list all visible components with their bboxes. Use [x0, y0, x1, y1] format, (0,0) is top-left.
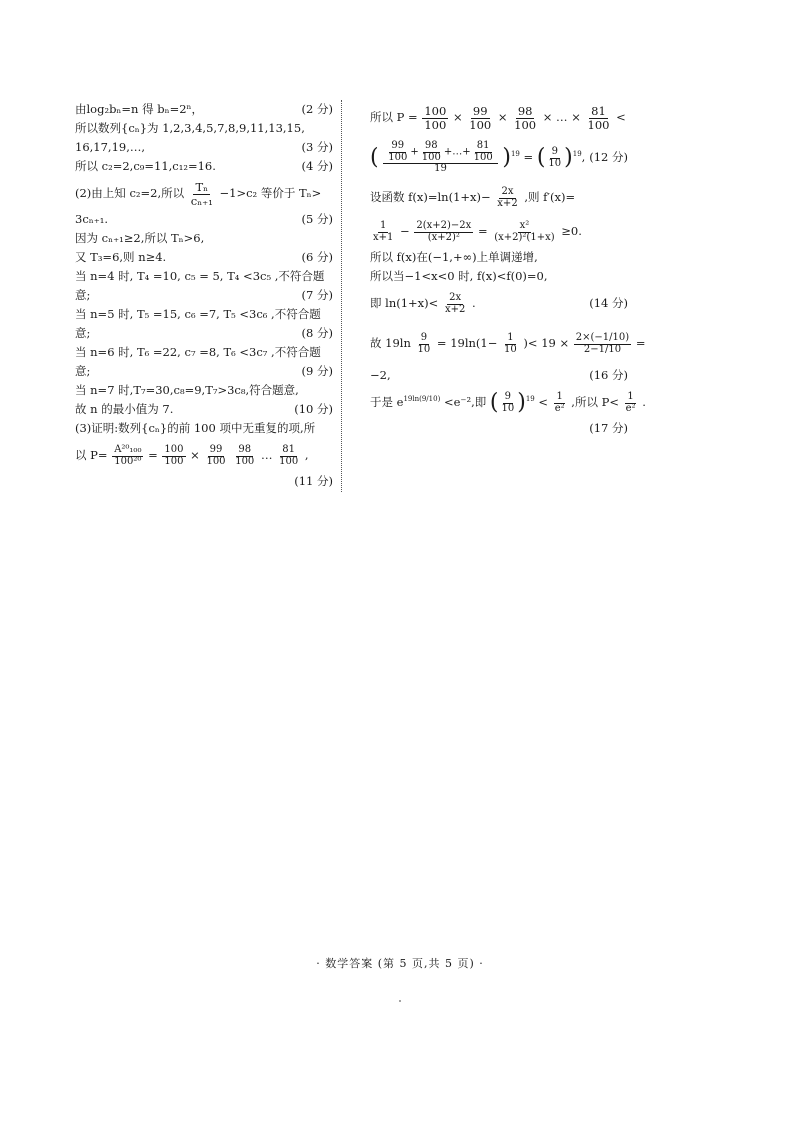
- line-3: [75, 138, 333, 157]
- text: = 19ln(1−: [436, 336, 498, 350]
- numerator: 81: [282, 444, 296, 455]
- line-13: [75, 343, 333, 362]
- text: =: [635, 336, 646, 350]
- text: 所以数列{cₙ}为 1,2,3,4,5,7,8,9,11,13,15,: [75, 121, 305, 135]
- right-paren: ): [517, 390, 526, 415]
- text: ,则 f′(x)=: [524, 190, 576, 204]
- score-label: (10 分): [294, 402, 333, 416]
- text: −1>c₂ 等价于 Tₙ>: [219, 186, 322, 200]
- denominator: 19: [434, 163, 447, 175]
- text: 设函数 f(x)=ln(1+x)−: [370, 190, 491, 204]
- fraction: [500, 392, 517, 414]
- fraction: [624, 392, 638, 414]
- fraction: [443, 293, 467, 315]
- fraction: [492, 221, 556, 243]
- text: 以 P=: [75, 448, 108, 462]
- column-divider: [341, 100, 342, 492]
- text: ,: [304, 448, 309, 462]
- denominator: (x+2)²(1+x): [494, 231, 555, 243]
- right-column: [370, 100, 646, 438]
- fraction: [189, 181, 215, 206]
- denominator: (x+2)²: [427, 231, 460, 243]
- line-r9: [370, 366, 628, 385]
- text: 所以当−1<x<0 时, f(x)<f(0)=0,: [370, 269, 548, 283]
- denominator: x+2: [444, 303, 466, 315]
- numerator: 100: [424, 104, 447, 119]
- denominator: 100: [388, 151, 408, 163]
- text: 当 n=7 时,T₇=30,c₈=9,T₇>3c₈,符合题意,: [75, 383, 299, 397]
- line-r3: [370, 180, 628, 214]
- text: × … ×: [542, 110, 581, 124]
- less-than-sign: <: [616, 110, 626, 124]
- line-4: [75, 157, 333, 176]
- exponent: 19: [510, 150, 520, 159]
- line-r5: [370, 248, 628, 267]
- fraction-outer: [383, 141, 497, 175]
- numerator: 99: [472, 104, 488, 119]
- page-footer: · 数学答案 (第 5 页,共 5 页) ·: [316, 957, 484, 970]
- text: )< 19 ×: [523, 336, 570, 350]
- text: 当 n=4 时, T₄ =10, c₅ = 5, T₄ <3c₅ ,不符合题: [75, 269, 325, 283]
- text: ≥0.: [561, 224, 582, 238]
- left-paren: (: [370, 145, 379, 170]
- score-label: (8 分): [301, 326, 333, 340]
- denominator: x+2: [497, 197, 518, 209]
- fraction: [416, 333, 433, 355]
- numerator: [383, 141, 497, 164]
- score-label: (17 分): [589, 421, 628, 435]
- left-paren: (: [489, 390, 499, 415]
- denominator: 100: [164, 455, 184, 467]
- left-paren: (: [536, 145, 546, 170]
- text: 故 19ln: [370, 336, 411, 350]
- numerator: 98: [424, 140, 438, 152]
- text: 意;: [75, 364, 91, 378]
- line-6: [75, 210, 333, 229]
- line-r11: [370, 419, 628, 438]
- line-10: [75, 286, 333, 305]
- line-r2: [370, 134, 628, 180]
- times-sign: ×: [452, 110, 463, 124]
- exponent: 19: [572, 150, 582, 159]
- text: 当 n=5 时, T₅ =15, c₆ =7, T₅ <3c₆ ,不符合题: [75, 307, 321, 321]
- denominator: cₙ₊₁: [190, 193, 213, 208]
- fraction: [586, 105, 612, 130]
- score-label: (4 分): [301, 159, 333, 173]
- exponent: 19ln(9/10): [403, 395, 441, 404]
- fraction: [574, 333, 631, 355]
- line-19: [75, 472, 333, 491]
- left-column: [75, 100, 333, 491]
- text: 因为 cₙ₊₁≥2,所以 Tₙ>6,: [75, 231, 205, 245]
- text: 所以 P =: [370, 110, 418, 124]
- numerator: 99: [391, 140, 405, 152]
- text: 所以 c₂=2,c₉=11,c₁₂=16.: [75, 159, 216, 173]
- numerator: 9: [420, 332, 428, 343]
- exponent: 19: [525, 395, 535, 404]
- fraction: [553, 392, 567, 414]
- denominator: 10: [417, 343, 431, 355]
- text: ,: [581, 150, 586, 164]
- text: 意;: [75, 288, 91, 302]
- line-18: [75, 438, 333, 472]
- denominator: 100²⁰: [114, 455, 142, 467]
- equals-sign: =: [477, 224, 488, 238]
- denominator: 2−1/10: [583, 343, 622, 355]
- equals-sign: =: [523, 150, 534, 164]
- denominator: e²: [554, 402, 565, 414]
- numerator: 1: [507, 332, 514, 343]
- fraction: [467, 105, 493, 130]
- denominator: 100: [424, 117, 447, 132]
- score-label: (2 分): [301, 102, 333, 116]
- line-15: [75, 381, 333, 400]
- denominator: e²: [625, 402, 636, 414]
- score-label: (16 分): [589, 368, 628, 382]
- numerator: 81: [591, 104, 606, 119]
- text: 所以 f(x)在(−1,+∞)上单调递增,: [370, 250, 538, 264]
- ellipsis: …: [260, 448, 273, 462]
- fraction: [495, 187, 519, 209]
- fraction: [422, 105, 448, 130]
- fraction: [386, 141, 409, 163]
- times-sign: ×: [497, 110, 508, 124]
- score-label: (3 分): [301, 140, 333, 154]
- text: 当 n=6 时, T₆ =22, c₇ =8, T₆ <3c₇ ,不符合题: [75, 345, 321, 359]
- scan-speck: [399, 1000, 401, 1002]
- line-r6: [370, 267, 628, 286]
- line-8: [75, 248, 333, 267]
- numerator: A²⁰₁₀₀: [114, 444, 142, 455]
- fraction: [204, 445, 227, 467]
- numerator: 98: [517, 104, 533, 119]
- text: 由log₂bₙ=n 得 bₙ=2ⁿ，: [75, 102, 204, 116]
- numerator: 1: [627, 391, 634, 402]
- line-11: [75, 305, 333, 324]
- fraction: [512, 105, 538, 130]
- numerator: 2x: [501, 186, 514, 197]
- line-1: [75, 100, 333, 119]
- text: 16,17,19,…,: [75, 140, 146, 154]
- numerator: 2(x+2)−2x: [416, 220, 472, 231]
- denominator: 100: [421, 151, 441, 163]
- fraction: [233, 445, 256, 467]
- text: .: [472, 296, 476, 310]
- text: (2)由上知 c₂=2,所以: [75, 186, 185, 200]
- denominator: 10: [504, 343, 517, 355]
- numerator: 98: [238, 444, 252, 455]
- plus-sign: +: [410, 146, 419, 158]
- equals-sign: =: [148, 448, 158, 462]
- times-sign: ×: [190, 448, 200, 462]
- fraction: [371, 221, 395, 243]
- right-paren: ): [564, 145, 573, 170]
- numerator: 9: [504, 391, 512, 402]
- line-2: [75, 119, 333, 138]
- score-label: (11 分): [294, 474, 333, 488]
- fraction: [414, 221, 473, 243]
- line-r1: [370, 100, 628, 134]
- numerator: 99: [209, 444, 223, 455]
- numerator: 2x: [449, 292, 462, 303]
- text: 3cₙ₊₁.: [75, 212, 109, 226]
- text: −2,: [370, 368, 391, 382]
- right-paren: ): [502, 145, 511, 170]
- line-7: [75, 229, 333, 248]
- numerator: 1: [380, 220, 387, 231]
- numerator: x²: [519, 220, 530, 231]
- denominator: 10: [501, 402, 515, 414]
- text: 意;: [75, 326, 91, 340]
- line-r7: [370, 286, 628, 320]
- less-than-sign: <: [538, 395, 549, 409]
- minus-sign: −: [400, 224, 410, 238]
- score-label: (5 分): [301, 212, 333, 226]
- fraction: [162, 445, 185, 467]
- score-label: (12 分): [589, 150, 628, 164]
- numerator: 100: [164, 444, 184, 455]
- numerator: 2×(−1/10): [575, 332, 630, 343]
- numerator: 9: [551, 146, 558, 157]
- numerator: 1: [556, 391, 563, 402]
- fraction: [420, 141, 443, 163]
- denominator: x+1: [373, 231, 394, 243]
- text: .: [642, 395, 646, 409]
- line-9: [75, 267, 333, 286]
- fraction: [472, 141, 495, 163]
- score-label: (9 分): [301, 364, 333, 378]
- score-label: (14 分): [589, 296, 628, 310]
- text: 于是 e: [370, 395, 404, 409]
- text: (3)证明:数列{cₙ}的前 100 项中无重复的项,所: [75, 421, 316, 435]
- denominator: 100: [514, 117, 537, 132]
- line-r8: [370, 320, 646, 366]
- line-16: [75, 400, 333, 419]
- denominator: 100: [469, 117, 492, 132]
- fraction: [546, 147, 563, 169]
- numerator: Tₙ: [195, 180, 209, 195]
- text: 又 T₃=6,则 n≥4.: [75, 250, 167, 264]
- denominator: 10: [548, 157, 562, 169]
- line-12: [75, 324, 333, 343]
- denominator: 100: [235, 455, 255, 467]
- fraction: [112, 445, 143, 467]
- denominator: 100: [587, 117, 610, 132]
- line-5: [75, 176, 333, 210]
- line-r4: [370, 214, 628, 248]
- text: 即 ln(1+x)<: [370, 296, 439, 310]
- text: 故 n 的最小值为 7.: [75, 402, 174, 416]
- text: +…+: [443, 146, 471, 158]
- score-label: (7 分): [301, 288, 333, 302]
- numerator: 81: [476, 140, 490, 152]
- denominator: 100: [206, 455, 226, 467]
- score-label: (6 分): [301, 250, 333, 264]
- line-17: [75, 419, 333, 438]
- line-r10: [370, 385, 646, 419]
- line-14: [75, 362, 333, 381]
- denominator: 100: [473, 151, 493, 163]
- fraction: [502, 333, 519, 355]
- fraction: [277, 445, 300, 467]
- text: <e⁻²,即: [443, 395, 487, 409]
- text: ,所以 P<: [571, 395, 619, 409]
- denominator: 100: [279, 455, 299, 467]
